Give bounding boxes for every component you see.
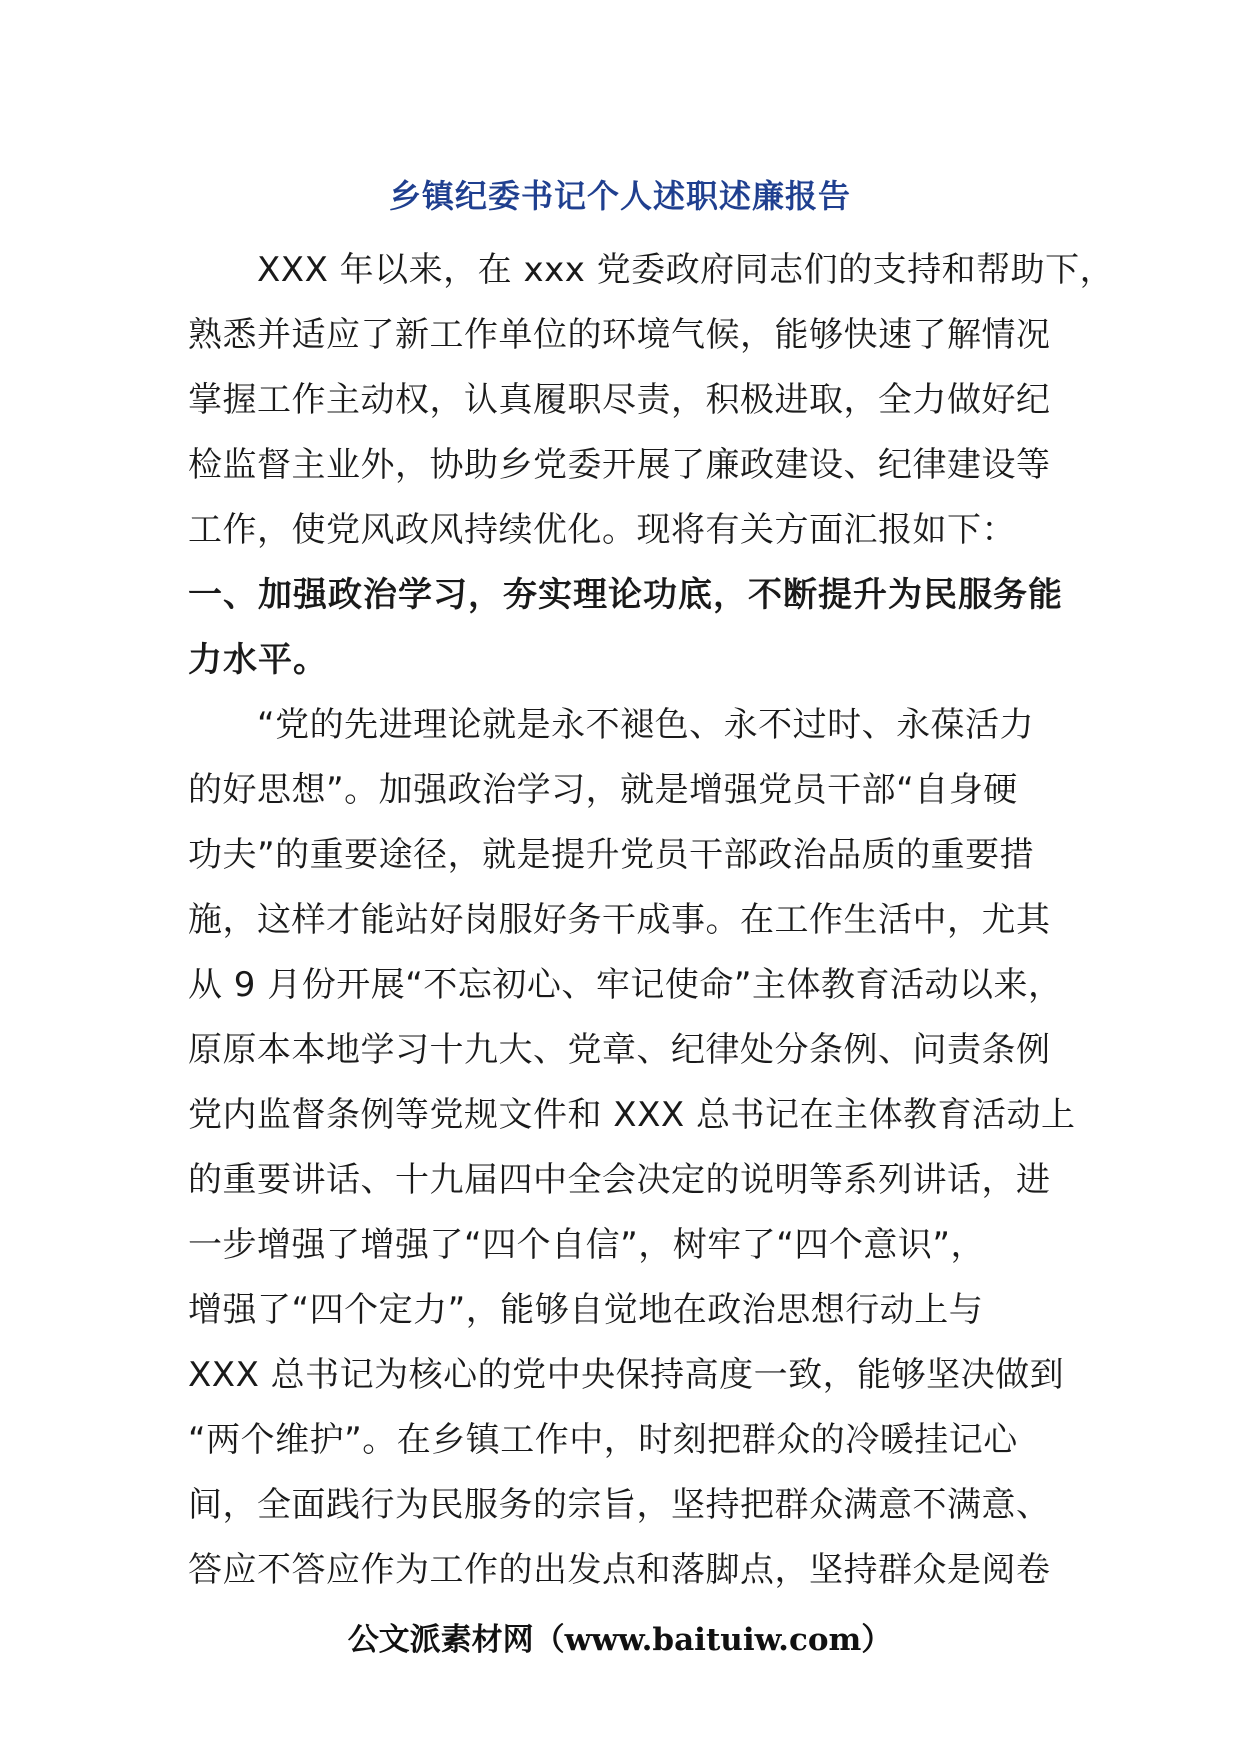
section-heading-line: 一、加强政治学习，夯实理论功底，不断提升为民服务能 (188, 575, 1063, 615)
paragraph-line: 熟悉并适应了新工作单位的环境气候，能够快速了解情况 (188, 315, 1051, 355)
paragraph-line: 掌握工作主动权，认真履职尽责，积极进取，全力做好纪 (188, 380, 1051, 420)
document-body (188, 238, 1115, 1603)
paragraph-line: “党的先进理论就是永不褪色、永不过时、永葆活力 (188, 705, 1035, 745)
paragraph-line: 一步增强了增强了“四个自信”，树牢了“四个意识”， (188, 1225, 985, 1265)
paragraph-line: “两个维护”。在乡镇工作中，时刻把群众的冷暖挂记心 (188, 1420, 1018, 1460)
paragraph-line: 答应不答应作为工作的出发点和落脚点，坚持群众是阅卷 (188, 1550, 1051, 1590)
paragraph-line: 施，这样才能站好岗服好务干成事。在工作生活中，尤其 (188, 900, 1051, 940)
paragraph-line: 从 9 月份开展“不忘初心、牢记使命”主体教育活动以来， (188, 965, 1063, 1005)
paragraph-line: 间，全面践行为民服务的宗旨，坚持把群众满意不满意、 (188, 1485, 1051, 1525)
document-title: 乡镇纪委书记个人述职述廉报告 (388, 177, 851, 215)
document-footer: 公文派素材网（www.baituiw.com） (347, 1622, 893, 1658)
paragraph-line: XXX 总书记为核心的党中央保持高度一致，能够坚决做到 (188, 1355, 1065, 1395)
paragraph-line: 增强了“四个定力”，能够自觉地在政治思想行动上与 (188, 1290, 984, 1330)
paragraph-line: 功夫”的重要途径，就是提升党员干部政治品质的重要措 (188, 835, 1035, 875)
paragraph-line: 原原本本地学习十九大、党章、纪律处分条例、问责条例 (188, 1030, 1051, 1070)
section-heading-line: 力水平。 (188, 640, 328, 680)
paragraph-line: 工作，使党风政风持续优化。现将有关方面汇报如下： (188, 510, 1016, 550)
paragraph-line: 的重要讲话、十九届四中全会决定的说明等系列讲话，进 (188, 1160, 1051, 1200)
paragraph-line: XXX 年以来，在 xxx 党委政府同志们的支持和帮助下， (188, 250, 1115, 290)
paragraph-line: 检监督主业外，协助乡党委开展了廉政建设、纪律建设等 (188, 445, 1051, 485)
paragraph-line: 党内监督条例等党规文件和 XXX 总书记在主体教育活动上 (188, 1095, 1076, 1135)
paragraph-line: 的好思想”。加强政治学习，就是增强党员干部“自身硬 (188, 770, 1018, 810)
